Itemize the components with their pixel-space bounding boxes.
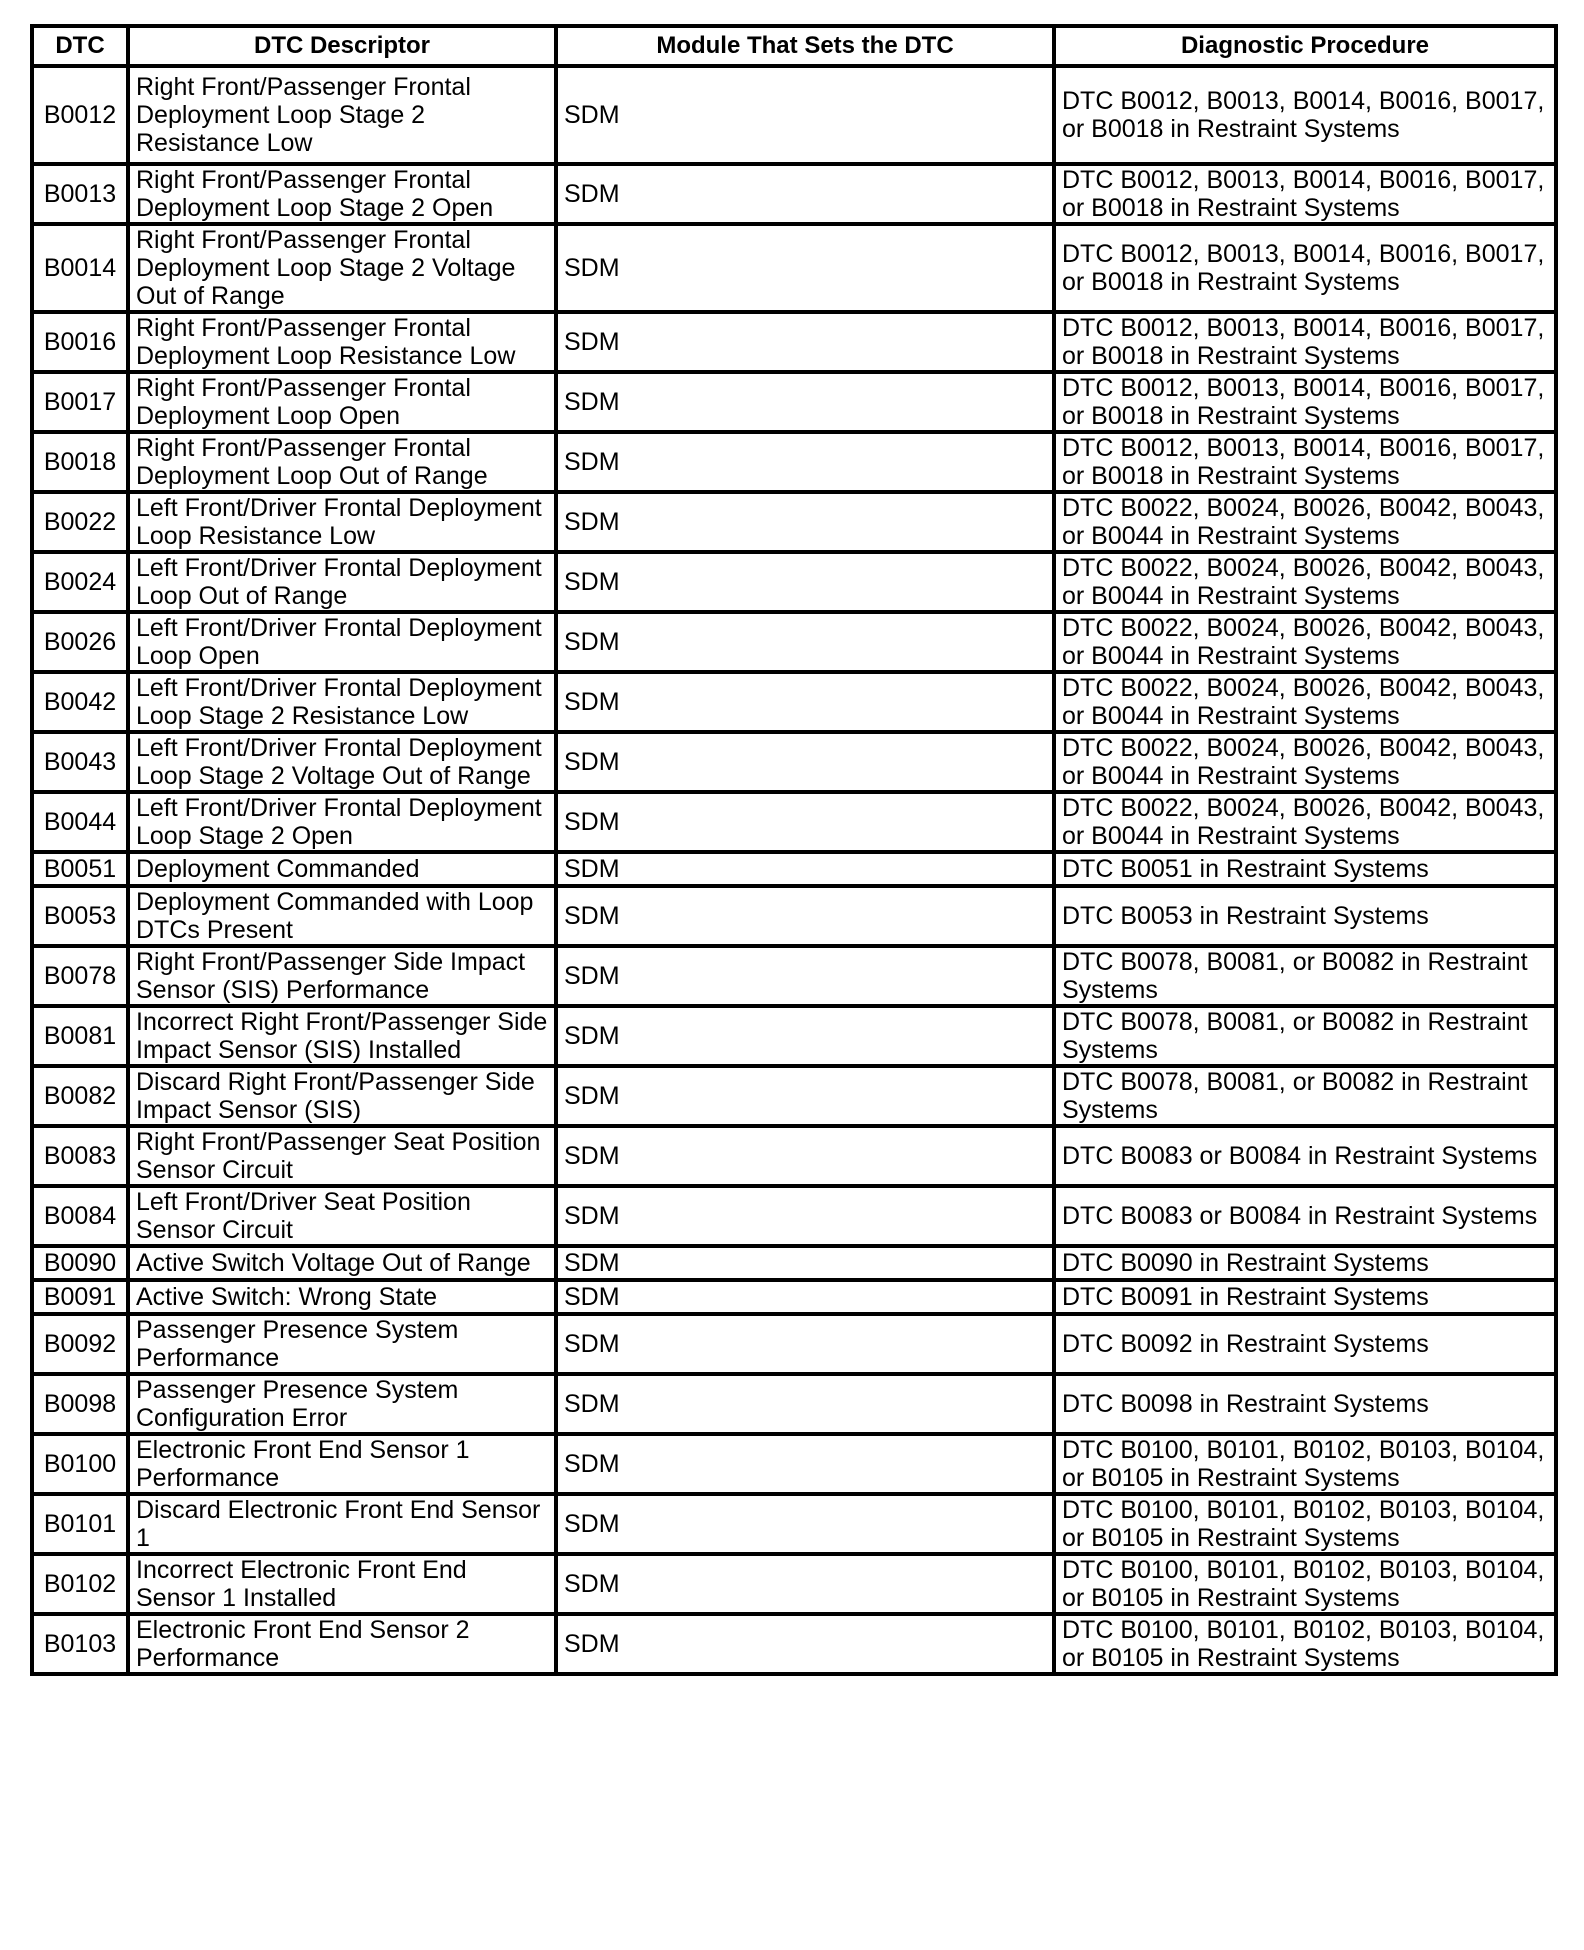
table-row [32, 1614, 1556, 1674]
module-cell: SDM [556, 732, 1054, 792]
dtc-descriptor-cell: Right Front/Passenger Frontal Deployment Loop Out of Range [128, 432, 556, 492]
table-row [32, 1434, 1556, 1494]
header-dtc: DTC [32, 26, 128, 66]
module-cell: SDM [556, 946, 1054, 1006]
table-row [32, 552, 1556, 612]
table-row [32, 1554, 1556, 1614]
module-cell: SDM [556, 1066, 1054, 1126]
module-cell: SDM [556, 852, 1054, 886]
module-cell: SDM [556, 792, 1054, 852]
dtc-descriptor-cell: Active Switch: Wrong State [128, 1280, 556, 1314]
dtc-code-cell: B0083 [32, 1126, 128, 1186]
dtc-code-cell: B0100 [32, 1434, 128, 1494]
dtc-code-cell: B0044 [32, 792, 128, 852]
dtc-descriptor-cell: Left Front/Driver Frontal Deployment Loop Open [128, 612, 556, 672]
module-cell: SDM [556, 164, 1054, 224]
dtc-descriptor-cell: Left Front/Driver Frontal Deployment Loop Out of Range [128, 552, 556, 612]
table-row [32, 224, 1556, 312]
dtc-descriptor-cell: Electronic Front End Sensor 1 Performance [128, 1434, 556, 1494]
diagnostic-procedure-cell: DTC B0100, B0101, B0102, B0103, B0104, or B0105 in Restraint Systems [1054, 1494, 1556, 1554]
module-cell: SDM [556, 1126, 1054, 1186]
dtc-code-cell: B0090 [32, 1246, 128, 1280]
dtc-table [30, 24, 1558, 1676]
table-row [32, 1374, 1556, 1434]
dtc-descriptor-cell: Passenger Presence System Performance [128, 1314, 556, 1374]
diagnostic-procedure-cell: DTC B0051 in Restraint Systems [1054, 852, 1556, 886]
dtc-code-cell: B0024 [32, 552, 128, 612]
diagnostic-procedure-cell: DTC B0098 in Restraint Systems [1054, 1374, 1556, 1434]
table-row [32, 1006, 1556, 1066]
dtc-code-cell: B0102 [32, 1554, 128, 1614]
module-cell: SDM [556, 492, 1054, 552]
module-cell: SDM [556, 432, 1054, 492]
dtc-code-cell: B0043 [32, 732, 128, 792]
dtc-descriptor-cell: Discard Right Front/Passenger Side Impact Sensor (SIS) [128, 1066, 556, 1126]
dtc-code-cell: B0014 [32, 224, 128, 312]
module-cell: SDM [556, 1614, 1054, 1674]
dtc-code-cell: B0022 [32, 492, 128, 552]
dtc-descriptor-cell: Right Front/Passenger Frontal Deployment Loop Stage 2 Voltage Out of Range [128, 224, 556, 312]
module-cell: SDM [556, 672, 1054, 732]
table-body [32, 66, 1556, 1674]
module-cell: SDM [556, 1246, 1054, 1280]
table-row [32, 946, 1556, 1006]
dtc-descriptor-cell: Right Front/Passenger Seat Position Sensor Circuit [128, 1126, 556, 1186]
dtc-code-cell: B0082 [32, 1066, 128, 1126]
diagnostic-procedure-cell: DTC B0012, B0013, B0014, B0016, B0017, or B0018 in Restraint Systems [1054, 164, 1556, 224]
diagnostic-procedure-cell: DTC B0092 in Restraint Systems [1054, 1314, 1556, 1374]
dtc-code-cell: B0012 [32, 66, 128, 164]
module-cell: SDM [556, 224, 1054, 312]
table-row [32, 1314, 1556, 1374]
table-row [32, 1246, 1556, 1280]
dtc-code-cell: B0098 [32, 1374, 128, 1434]
diagnostic-procedure-cell: DTC B0012, B0013, B0014, B0016, B0017, or B0018 in Restraint Systems [1054, 66, 1556, 164]
dtc-descriptor-cell: Deployment Commanded with Loop DTCs Present [128, 886, 556, 946]
dtc-descriptor-cell: Right Front/Passenger Frontal Deployment Loop Stage 2 Open [128, 164, 556, 224]
dtc-code-cell: B0016 [32, 312, 128, 372]
module-cell: SDM [556, 312, 1054, 372]
dtc-descriptor-cell: Active Switch Voltage Out of Range [128, 1246, 556, 1280]
diagnostic-procedure-cell: DTC B0022, B0024, B0026, B0042, B0043, or B0044 in Restraint Systems [1054, 792, 1556, 852]
dtc-descriptor-cell: Electronic Front End Sensor 2 Performance [128, 1614, 556, 1674]
module-cell: SDM [556, 612, 1054, 672]
diagnostic-procedure-cell: DTC B0090 in Restraint Systems [1054, 1246, 1556, 1280]
table-row [32, 1126, 1556, 1186]
diagnostic-procedure-cell: DTC B0012, B0013, B0014, B0016, B0017, or B0018 in Restraint Systems [1054, 224, 1556, 312]
table-row [32, 1280, 1556, 1314]
header-row [32, 26, 1556, 66]
dtc-descriptor-cell: Deployment Commanded [128, 852, 556, 886]
diagnostic-procedure-cell: DTC B0078, B0081, or B0082 in Restraint Systems [1054, 1066, 1556, 1126]
dtc-code-cell: B0042 [32, 672, 128, 732]
dtc-code-cell: B0017 [32, 372, 128, 432]
dtc-code-cell: B0081 [32, 1006, 128, 1066]
module-cell: SDM [556, 1006, 1054, 1066]
header-diagnostic-procedure: Diagnostic Procedure [1054, 26, 1556, 66]
table-row [32, 164, 1556, 224]
diagnostic-procedure-cell: DTC B0078, B0081, or B0082 in Restraint Systems [1054, 1006, 1556, 1066]
dtc-descriptor-cell: Incorrect Right Front/Passenger Side Impact Sensor (SIS) Installed [128, 1006, 556, 1066]
dtc-descriptor-cell: Right Front/Passenger Frontal Deployment Loop Stage 2 Resistance Low [128, 66, 556, 164]
table-row [32, 492, 1556, 552]
diagnostic-procedure-cell: DTC B0022, B0024, B0026, B0042, B0043, or B0044 in Restraint Systems [1054, 492, 1556, 552]
module-cell: SDM [556, 66, 1054, 164]
table-row [32, 1066, 1556, 1126]
diagnostic-procedure-cell: DTC B0083 or B0084 in Restraint Systems [1054, 1186, 1556, 1246]
diagnostic-procedure-cell: DTC B0078, B0081, or B0082 in Restraint Systems [1054, 946, 1556, 1006]
module-cell: SDM [556, 1280, 1054, 1314]
dtc-descriptor-cell: Incorrect Electronic Front End Sensor 1 Installed [128, 1554, 556, 1614]
module-cell: SDM [556, 372, 1054, 432]
dtc-code-cell: B0053 [32, 886, 128, 946]
table-row [32, 612, 1556, 672]
table-row [32, 1494, 1556, 1554]
diagnostic-procedure-cell: DTC B0100, B0101, B0102, B0103, B0104, or B0105 in Restraint Systems [1054, 1434, 1556, 1494]
table-row [32, 372, 1556, 432]
dtc-descriptor-cell: Passenger Presence System Configuration Error [128, 1374, 556, 1434]
table-row [32, 432, 1556, 492]
dtc-descriptor-cell: Left Front/Driver Frontal Deployment Loop Resistance Low [128, 492, 556, 552]
diagnostic-procedure-cell: DTC B0012, B0013, B0014, B0016, B0017, or B0018 in Restraint Systems [1054, 432, 1556, 492]
dtc-descriptor-cell: Right Front/Passenger Frontal Deployment Loop Resistance Low [128, 312, 556, 372]
diagnostic-procedure-cell: DTC B0022, B0024, B0026, B0042, B0043, or B0044 in Restraint Systems [1054, 552, 1556, 612]
diagnostic-procedure-cell: DTC B0012, B0013, B0014, B0016, B0017, or B0018 in Restraint Systems [1054, 312, 1556, 372]
dtc-code-cell: B0101 [32, 1494, 128, 1554]
dtc-code-cell: B0026 [32, 612, 128, 672]
table-row [32, 792, 1556, 852]
dtc-code-cell: B0078 [32, 946, 128, 1006]
dtc-code-cell: B0092 [32, 1314, 128, 1374]
diagnostic-procedure-cell: DTC B0053 in Restraint Systems [1054, 886, 1556, 946]
dtc-code-cell: B0091 [32, 1280, 128, 1314]
header-dtc-descriptor: DTC Descriptor [128, 26, 556, 66]
module-cell: SDM [556, 886, 1054, 946]
table-row [32, 66, 1556, 164]
dtc-descriptor-cell: Left Front/Driver Seat Position Sensor Circuit [128, 1186, 556, 1246]
module-cell: SDM [556, 1434, 1054, 1494]
table-row [32, 732, 1556, 792]
module-cell: SDM [556, 1494, 1054, 1554]
dtc-code-cell: B0103 [32, 1614, 128, 1674]
dtc-descriptor-cell: Right Front/Passenger Frontal Deployment Loop Open [128, 372, 556, 432]
table-row [32, 312, 1556, 372]
table-header [32, 26, 1556, 66]
module-cell: SDM [556, 1314, 1054, 1374]
dtc-code-cell: B0013 [32, 164, 128, 224]
module-cell: SDM [556, 1554, 1054, 1614]
diagnostic-procedure-cell: DTC B0022, B0024, B0026, B0042, B0043, or B0044 in Restraint Systems [1054, 612, 1556, 672]
dtc-code-cell: B0051 [32, 852, 128, 886]
diagnostic-procedure-cell: DTC B0083 or B0084 in Restraint Systems [1054, 1126, 1556, 1186]
diagnostic-procedure-cell: DTC B0022, B0024, B0026, B0042, B0043, or B0044 in Restraint Systems [1054, 672, 1556, 732]
module-cell: SDM [556, 1374, 1054, 1434]
table-row [32, 672, 1556, 732]
dtc-descriptor-cell: Discard Electronic Front End Sensor 1 [128, 1494, 556, 1554]
diagnostic-procedure-cell: DTC B0091 in Restraint Systems [1054, 1280, 1556, 1314]
diagnostic-procedure-cell: DTC B0100, B0101, B0102, B0103, B0104, or B0105 in Restraint Systems [1054, 1554, 1556, 1614]
dtc-descriptor-cell: Left Front/Driver Frontal Deployment Loop Stage 2 Resistance Low [128, 672, 556, 732]
dtc-code-cell: B0018 [32, 432, 128, 492]
dtc-descriptor-cell: Left Front/Driver Frontal Deployment Loop Stage 2 Voltage Out of Range [128, 732, 556, 792]
diagnostic-procedure-cell: DTC B0022, B0024, B0026, B0042, B0043, or B0044 in Restraint Systems [1054, 732, 1556, 792]
diagnostic-procedure-cell: DTC B0012, B0013, B0014, B0016, B0017, or B0018 in Restraint Systems [1054, 372, 1556, 432]
dtc-code-cell: B0084 [32, 1186, 128, 1246]
diagnostic-procedure-cell: DTC B0100, B0101, B0102, B0103, B0104, or B0105 in Restraint Systems [1054, 1614, 1556, 1674]
table-row [32, 886, 1556, 946]
dtc-descriptor-cell: Right Front/Passenger Side Impact Sensor (SIS) Performance [128, 946, 556, 1006]
dtc-descriptor-cell: Left Front/Driver Frontal Deployment Loop Stage 2 Open [128, 792, 556, 852]
module-cell: SDM [556, 552, 1054, 612]
table-row [32, 852, 1556, 886]
table-row [32, 1186, 1556, 1246]
module-cell: SDM [556, 1186, 1054, 1246]
header-module: Module That Sets the DTC [556, 26, 1054, 66]
